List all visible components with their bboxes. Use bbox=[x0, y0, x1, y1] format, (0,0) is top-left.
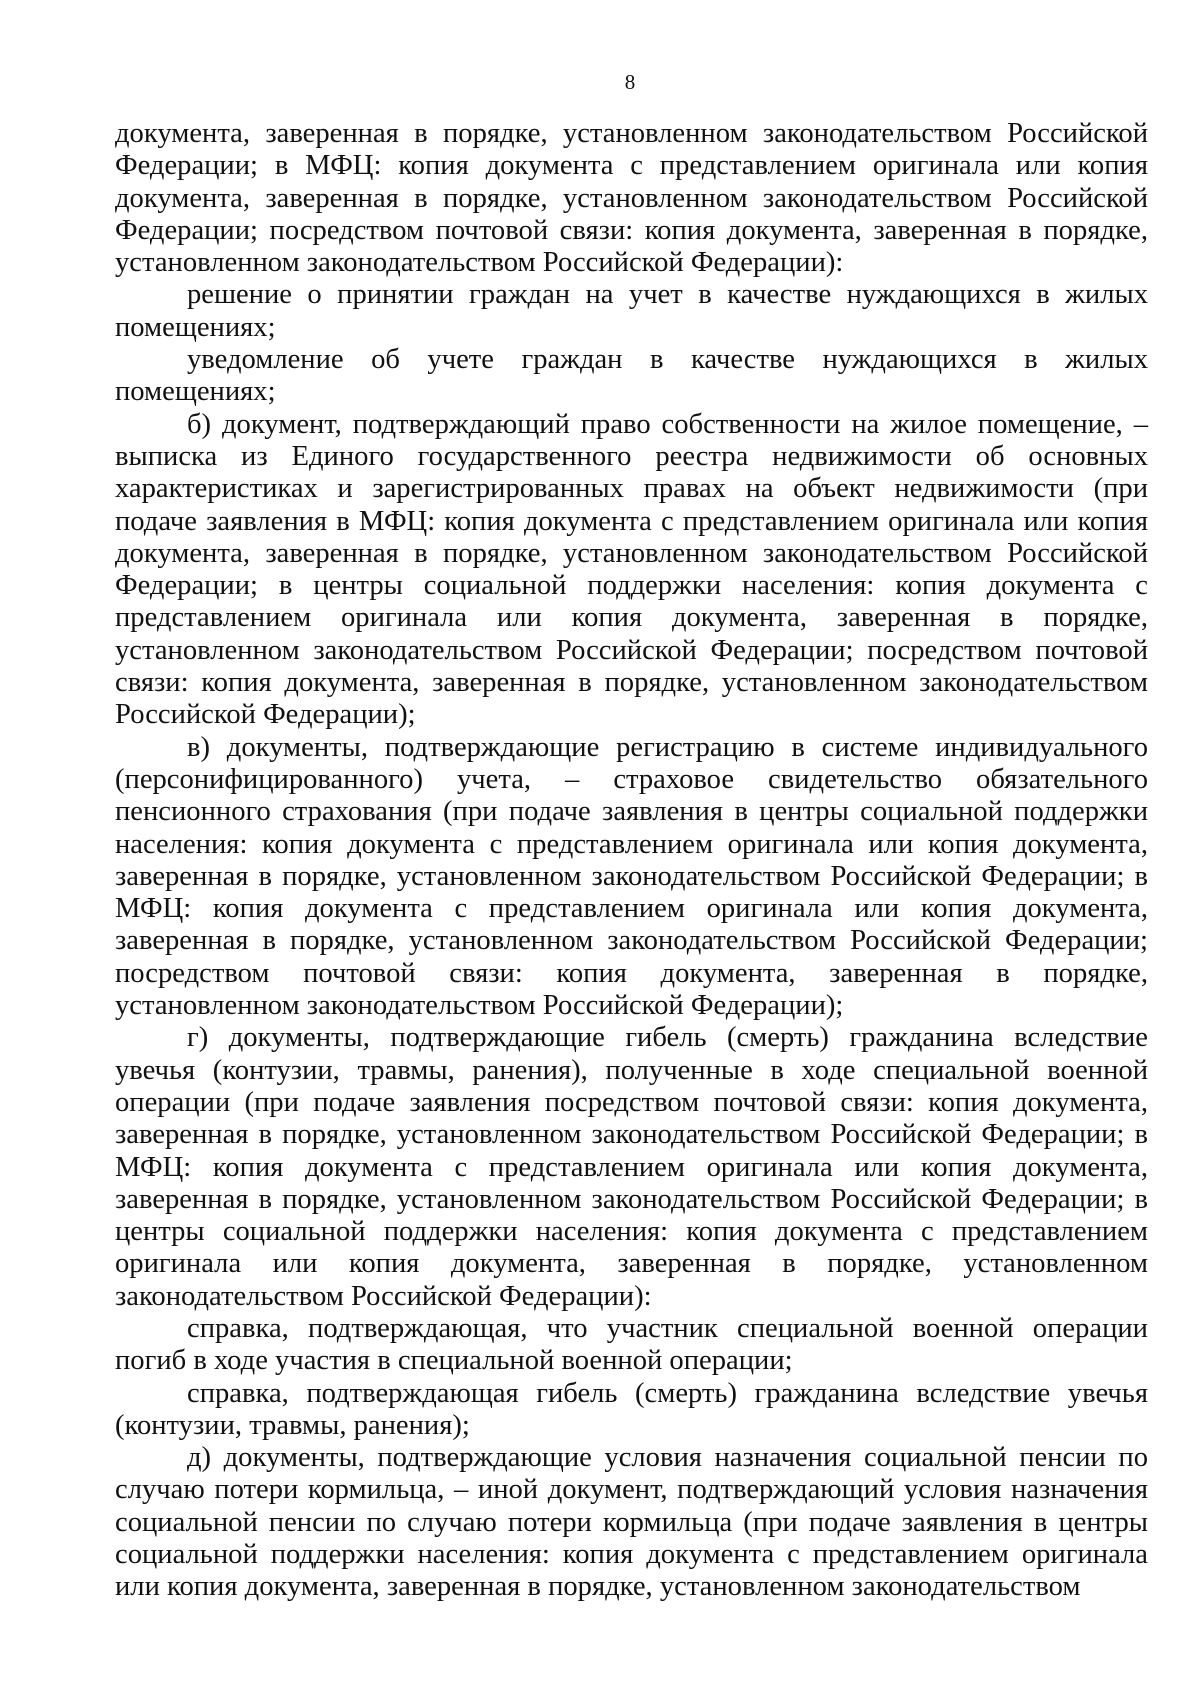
paragraph-item-d: д) документы, подтверждающие условия назначения социальной пенсии по случаю потери кормильца, – иной документ, подтверждающий условия назначения социальной пенсии по случаю потери кормильца (при подаче заявления в центры социальной поддержки населения: копия документа с представлением оригинала или копия документа, заверенная в порядке, установленном законодательством bbox=[115, 1442, 1148, 1603]
paragraph-continuation: документа, заверенная в порядке, установленном законодательством Российской Федерации; в МФЦ: копия документа с представлением оригинала или копия документа, заверенная в порядке, установленном законодательством Российской Федерации; посредством почтовой связи: копия документа, заверенная в порядке, установленном законодательством Российской Федерации): bbox=[115, 118, 1148, 279]
paragraph-item-v: в) документы, подтверждающие регистрацию в системе индивидуального (персонифицированного) учета, – страховое свидетельство обязательного пенсионного страхования (при подаче заявления в центры социальной поддержки населения: копия документа с представлением оригинала или копия документа, заверенная в порядке, установленном законодательством Российской Федерации; в МФЦ: копия документа с представлением оригинала или копия документа, заверенная в порядке, установленном законодательством Российской Федерации; посредством почтовой связи: копия документа, заверенная в порядке, установленном законодательством Российской Федерации); bbox=[115, 731, 1148, 1022]
paragraph-item-b: б) документ, подтверждающий право собственности на жилое помещение, – выписка из Единого государственного реестра недвижимости об основных характеристиках и зарегистрированных правах на объект недвижимости (при подаче заявления в МФЦ: копия документа с представлением оригинала или копия документа, заверенная в порядке, установленном законодательством Российской Федерации; в центры социальной поддержки населения: копия документа с представлением оригинала или копия документа, заверенная в порядке, установленном законодательством Российской Федерации; посредством почтовой связи: копия документа, заверенная в порядке, установленном законодательством Российской Федерации); bbox=[115, 408, 1148, 731]
page-number: 8 bbox=[624, 70, 636, 94]
paragraph-certificate-participant: справка, подтверждающая, что участник специальной военной операции погиб в ходе участия в специальной военной операции; bbox=[115, 1312, 1148, 1377]
paragraph-certificate-death: справка, подтверждающая гибель (смерть) гражданина вследствие увечья (контузии, травмы, ранения); bbox=[115, 1377, 1148, 1441]
paragraph-housing-registration-notice: уведомление об учете граждан в качестве нуждающихся в жилых помещениях; bbox=[115, 344, 1148, 408]
paragraph-item-g: г) документы, подтверждающие гибель (смерть) гражданина вследствие увечья (контузии, травмы, ранения), полученные в ходе специальной военной операции (при подаче заявления посредством почтовой связи: копия документа, заверенная в порядке, установленном законодательством Российской Федерации; в МФЦ: копия документа с представлением оригинала или копия документа, заверенная в порядке, установленном законодательством Российской Федерации; в центры социальной поддержки населения: копия документа с представлением оригинала или копия документа, заверенная в порядке, установленном законодательством Российской Федерации): bbox=[115, 1022, 1148, 1312]
document-body bbox=[115, 118, 1148, 1604]
paragraph-housing-registration-decision: решение о принятии граждан на учет в качестве нуждающихся в жилых помещениях; bbox=[115, 279, 1148, 343]
